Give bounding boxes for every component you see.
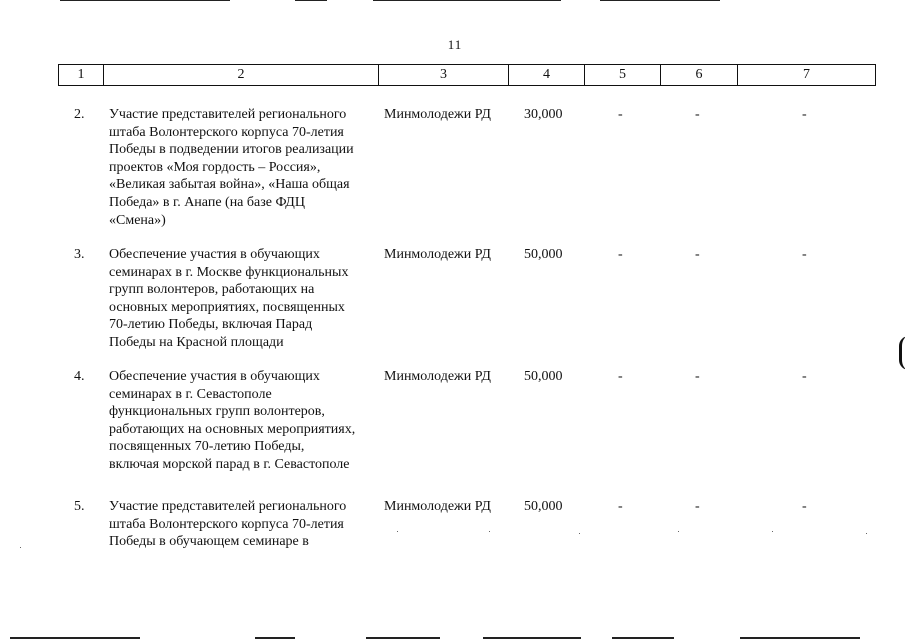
header-cell-7: 7 xyxy=(803,67,810,82)
table-header-row xyxy=(58,64,876,86)
scan-speck xyxy=(20,547,21,548)
row-organization: Минмолодежи РД xyxy=(384,369,491,384)
row-col5: - xyxy=(618,369,623,384)
scan-edge-mark xyxy=(366,637,440,639)
scan-bracket-mark xyxy=(899,336,905,370)
row-description: Участие представителей регионального штаба Волонтерского корпуса 70-летия Победы в обучающем семинаре в xyxy=(109,499,347,550)
row-organization: Минмолодежи РД xyxy=(384,247,491,262)
scan-speck xyxy=(579,533,580,534)
header-cell-3: 3 xyxy=(379,65,509,85)
scan-edge-mark xyxy=(600,0,720,1)
scan-speck xyxy=(772,531,773,532)
scan-edge-mark xyxy=(295,0,327,1)
row-description: Обеспечение участия в обучающих семинарах в г. Москве функциональных групп волонтеров, работающих на основных мероприятиях, посвященных 70-летию Победы, включая Парад Победы на Красной площади xyxy=(109,247,349,350)
row-amount: 50,000 xyxy=(524,499,563,514)
scan-edge-mark xyxy=(373,0,561,1)
row-col5: - xyxy=(618,247,623,262)
row-col7: - xyxy=(802,369,807,384)
row-description: Участие представителей регионального штаба Волонтерского корпуса 70-летия Победы в подведении итогов реализации проектов «Моя гордость – Россия», «Великая забытая война», «Наша общая Победа» в г. Анапе (на базе ФДЦ «Смена») xyxy=(109,107,354,228)
scan-edge-mark xyxy=(740,637,860,639)
row-col6: - xyxy=(695,369,700,384)
scan-edge-mark xyxy=(255,637,295,639)
scan-edge-mark xyxy=(60,0,230,1)
header-cell-1: 1 xyxy=(59,65,104,85)
row-col5: - xyxy=(618,107,623,122)
row-col7: - xyxy=(802,107,807,122)
row-col6: - xyxy=(695,107,700,122)
row-col5: - xyxy=(618,499,623,514)
scan-edge-mark xyxy=(483,637,581,639)
row-organization: Минмолодежи РД xyxy=(384,107,491,122)
page-number: 11 xyxy=(447,37,463,52)
scan-speck xyxy=(678,531,679,532)
header-cell-4: 4 xyxy=(509,65,585,85)
row-number: 2. xyxy=(74,107,85,122)
row-amount: 30,000 xyxy=(524,107,563,122)
row-organization: Минмолодежи РД xyxy=(384,499,491,514)
scan-speck xyxy=(397,531,398,532)
row-col7: - xyxy=(802,499,807,514)
row-col6: - xyxy=(695,499,700,514)
header-cell-2: 2 xyxy=(104,65,379,85)
scan-speck xyxy=(489,531,490,532)
scan-edge-mark xyxy=(10,637,140,639)
row-amount: 50,000 xyxy=(524,369,563,384)
scan-speck xyxy=(866,533,867,534)
scan-edge-mark xyxy=(612,637,674,639)
row-number: 3. xyxy=(74,247,85,262)
row-number: 4. xyxy=(74,369,85,384)
row-col7: - xyxy=(802,247,807,262)
row-description: Обеспечение участия в обучающих семинарах в г. Севастополе функциональных групп волонтеров, работающих на основных мероприятиях, посвященных 70-летию Победы, включая морской парад в г. Севастополе xyxy=(109,369,356,472)
header-cell-6: 6 xyxy=(661,65,738,85)
header-cell-5: 5 xyxy=(585,65,661,85)
row-number: 5. xyxy=(74,499,85,514)
row-amount: 50,000 xyxy=(524,247,563,262)
row-col6: - xyxy=(695,247,700,262)
